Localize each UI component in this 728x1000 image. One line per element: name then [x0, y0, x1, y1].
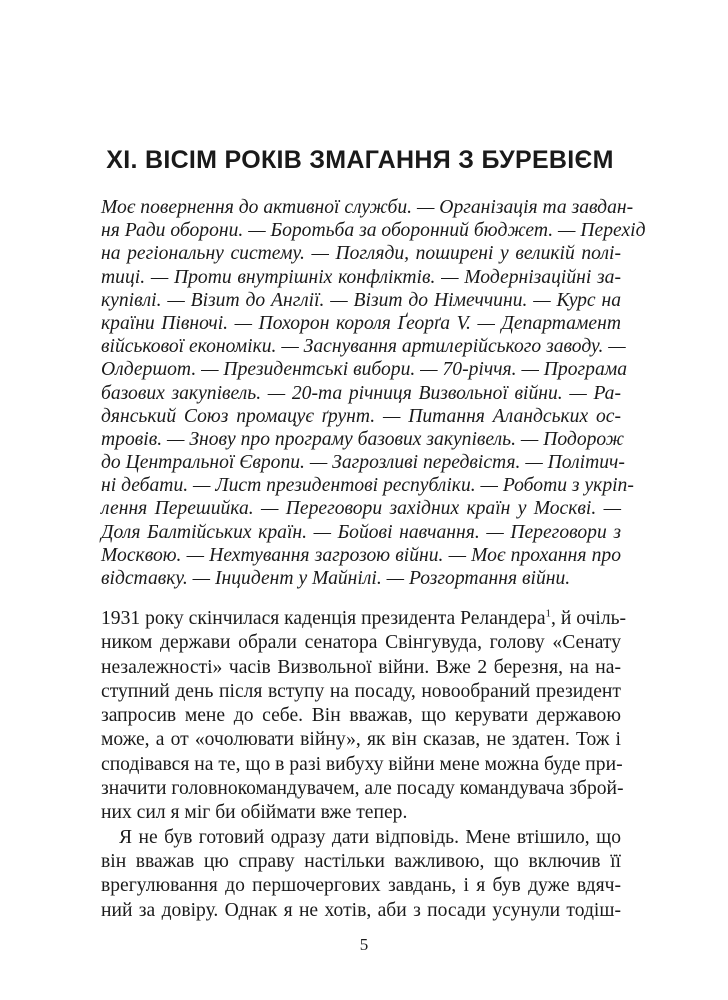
synopsis-line: дянський Союз промацує ґрунт. — Питання Аландських ос- — [101, 405, 621, 427]
paragraph-1-line: ником держави обрали сенатора Свінгувуда, голову «Сенату — [101, 632, 621, 654]
paragraph-1-line: сподівався на те, що в разі вибуху війни мене можна буде при- — [101, 753, 623, 775]
synopsis-line: до Центральної Європи. — Загрозливі передвістя. — Політич- — [101, 452, 625, 474]
synopsis-line: Москвою. — Нехтування загрозою війни. — Моє прохання про — [101, 544, 621, 566]
chapter-synopsis — [101, 196, 646, 590]
synopsis-line: відставку. — Інцидент у Майнілі. — Розгортання війни. — [101, 568, 571, 589]
synopsis-line: ня Ради оборони. — Боротьба за оборонний бюджет. — Перехід — [101, 220, 646, 242]
synopsis-line: Олдершот. — Президентські вибори. — 70-річчя. — Програма — [101, 359, 628, 381]
body-text — [101, 607, 627, 923]
synopsis-line: військової економіки. — Заснування артилерійського заводу. — — [101, 336, 626, 358]
paragraph-2-line: він вважав цю справу настільки важливою, що включив її — [101, 850, 621, 872]
paragraph-1-line: них сил я міг би обіймати вже тепер. — [101, 802, 408, 824]
page-number: 5 — [359, 935, 369, 954]
synopsis-line: Моє повернення до активної служби. — Організація та завдан- — [101, 197, 634, 218]
paragraph-1-line: запросив мене до себе. Він вважав, що керувати державою — [101, 705, 621, 727]
synopsis-line: тровів. — Знову про програму базових закупівель. — Подорож — [101, 428, 624, 450]
paragraph-1-line: значити головнокомандувачем, але посаду командувача збрoй- — [101, 778, 624, 800]
paragraph-1-line: незалежності» часів Визвольної війни. Вже 2 березня, на на- — [101, 656, 621, 678]
synopsis-line: лення Перешийка. — Переговори західних країн у Москві. — — [101, 498, 621, 520]
footnote-reference[interactable]: 1 — [545, 607, 552, 620]
paragraph-1-line: ступний день після вступу на посаду, новообраний президент — [101, 680, 621, 702]
synopsis-line: тиці. — Проти внутрішніх конфліктів. — Модернізаційні за- — [101, 266, 621, 288]
paragraph-2-line: Я не був готовий одразу дати відповідь. Мене втішило, що — [119, 826, 621, 848]
synopsis-line: Доля Балтійських країн. — Бойові навчання. — Переговори з — [101, 521, 621, 543]
chapter-title: XI. ВІСІМ РОКІВ ЗМАГАННЯ З БУРЕВІЄМ — [106, 146, 614, 174]
paragraph-1-line — [101, 607, 627, 631]
synopsis-line: ні дебати. — Лист президентові республіки. — Роботи з укріп- — [101, 475, 634, 497]
paragraph-2-line: врегулювання до першочергових завдань, і я був дуже вдяч- — [101, 875, 621, 897]
paragraph-2-line: ний за довіру. Однак я не хотів, аби з посади усунули тодіш- — [101, 899, 621, 921]
synopsis-line: базових закупівель. — 20-та річниця Визвольної війни. — Ра- — [101, 382, 621, 404]
paragraph-1-text: 1931 року скінчилася каденція президента Реландера — [101, 608, 546, 629]
synopsis-line: країни Півночі. — Похорон короля Ґеорґа V. — Департамент — [101, 312, 621, 334]
synopsis-line: купівлі. — Візит до Англії. — Візит до Німеччини. — Курс на — [101, 289, 621, 311]
paragraph-1-text: , й очіль- — [551, 608, 627, 629]
synopsis-line: на регіональну систему. — Погляди, поширені у великій полі- — [101, 243, 621, 265]
paragraph-1-line: може, а от «очолювати війну», як він сказав, не здатен. Тож і — [101, 729, 621, 751]
